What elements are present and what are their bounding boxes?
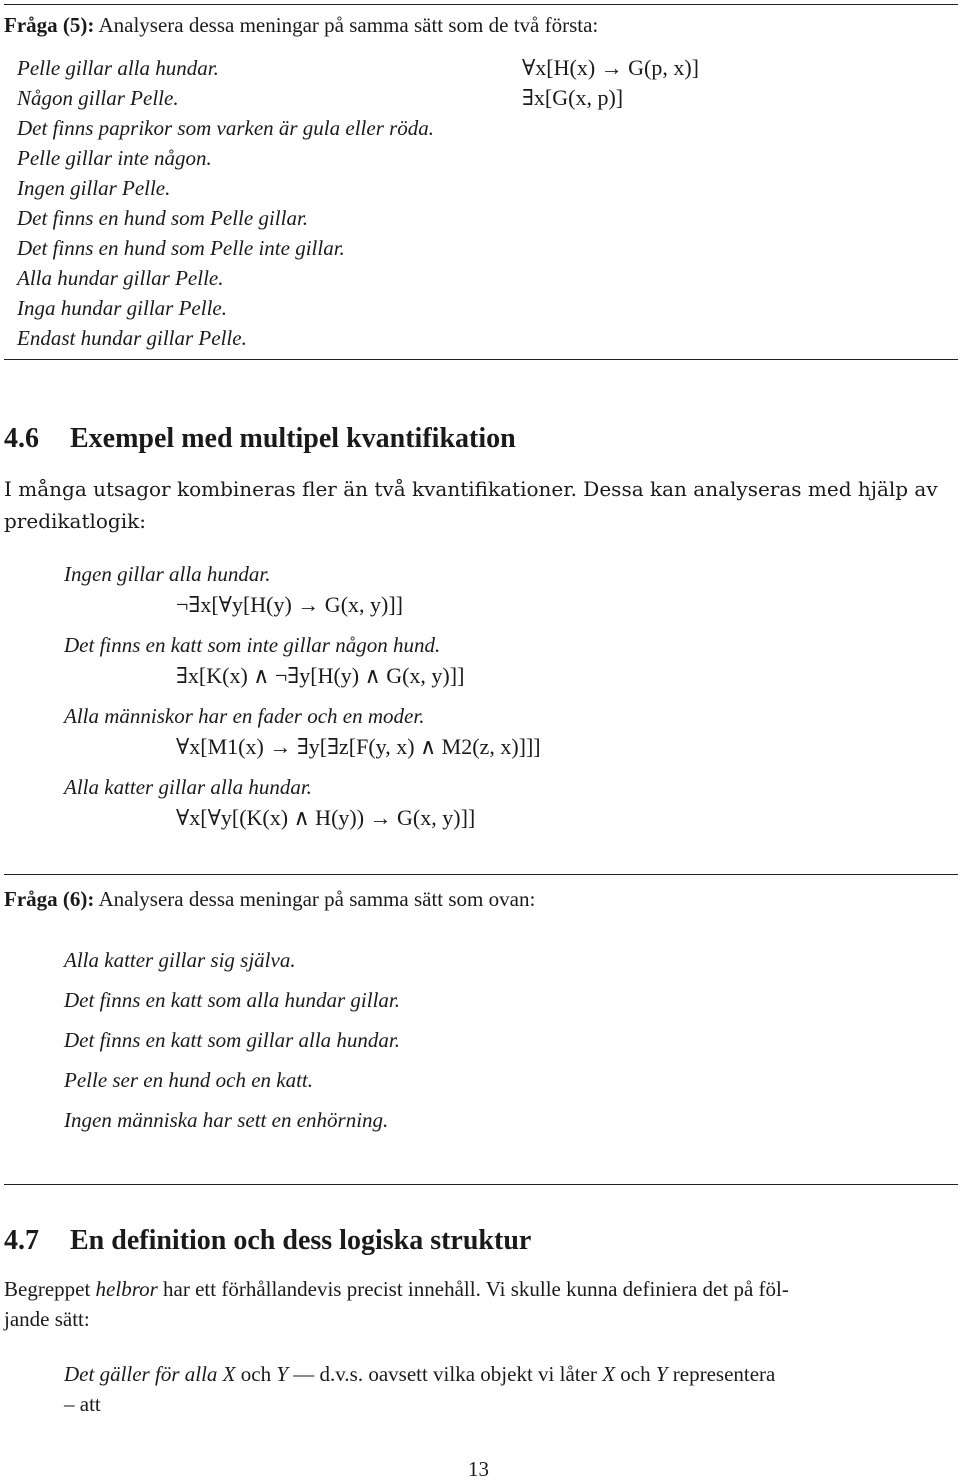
- q5-sentence-1: Pelle gillar alla hundar.: [17, 56, 219, 80]
- question-6-text: Analysera dessa meningar på samma sätt som ovan:: [98, 887, 536, 911]
- example-3-sentence: Alla människor har en fader och en moder.: [64, 704, 425, 728]
- paragraph-text-pre: Begreppet: [4, 1277, 96, 1301]
- q5-formula-1: ∀x[H(x) → G(p, x)]: [522, 55, 700, 80]
- question-6-heading: [4, 887, 535, 912]
- q5-sentence-10: Endast hundar gillar Pelle.: [17, 326, 247, 350]
- definition-line-2: – att: [64, 1392, 101, 1416]
- q5-sentence-6: Det finns en hund som Pelle gillar.: [17, 206, 309, 230]
- section-4-6-intro-line-1: I många utsagor kombineras fler än två kvantifikationer. Dessa kan analyseras med hjälp av: [4, 477, 938, 501]
- example-2-sentence: Det finns en katt som inte gillar någon hund.: [64, 633, 441, 657]
- section-4-6-number: 4.6: [4, 423, 39, 454]
- q5-sentence-2: Någon gillar Pelle.: [17, 86, 179, 110]
- question-5-text: Analysera dessa meningar på samma sätt som de två första:: [98, 13, 599, 37]
- top-rule: [4, 4, 958, 5]
- definition-middle: — d.v.s. oavsett vilka objekt vi låter: [288, 1362, 603, 1386]
- q5-sentence-9: Inga hundar gillar Pelle.: [17, 296, 227, 320]
- q5-sentence-5: Ingen gillar Pelle.: [17, 176, 171, 200]
- example-2-formula: ∃x[K(x) ∧ ¬∃y[H(y) ∧ G(x, y)]]: [176, 663, 465, 688]
- section-4-7-title: En definition och dess logiska struktur: [70, 1225, 532, 1256]
- example-4-formula: ∀x[∀y[(K(x) ∧ H(y)) → G(x, y)]]: [176, 805, 476, 830]
- question-5-label: Fråga (5):: [4, 13, 95, 37]
- paragraph-text-post: har ett förhållandevis precist innehåll. Vi skulle kunna definiera det på föl-: [157, 1277, 789, 1301]
- q6-sentence-5: Ingen människa har sett en enhörning.: [64, 1108, 389, 1132]
- q5-sentence-7: Det finns en hund som Pelle inte gillar.: [17, 236, 345, 260]
- variable-x-2: X: [602, 1362, 616, 1386]
- question-6-label: Fråga (6):: [4, 887, 95, 911]
- q5-sentence-8: Alla hundar gillar Pelle.: [17, 266, 224, 290]
- q5-sentence-3: Det finns paprikor som varken är gula eller röda.: [17, 116, 435, 140]
- definition-och-1: och: [235, 1362, 277, 1386]
- q6-sentence-4: Pelle ser en hund och en katt.: [64, 1068, 314, 1092]
- definition-line-1: [64, 1362, 775, 1387]
- q6-top-rule: [4, 874, 958, 875]
- section-4-7-heading: [4, 1225, 531, 1257]
- term-helbror: helbror: [95, 1277, 158, 1301]
- q5-formula-2: ∃x[G(x, p)]: [522, 85, 624, 110]
- definition-och-2: och: [615, 1362, 656, 1386]
- example-4-sentence: Alla katter gillar alla hundar.: [64, 775, 312, 799]
- q6-bottom-rule: [4, 1184, 958, 1185]
- question-5-heading: [4, 13, 598, 38]
- section-4-7-paragraph-line-1: [4, 1277, 789, 1302]
- example-1-sentence: Ingen gillar alla hundar.: [64, 562, 271, 586]
- q5-sentence-4: Pelle gillar inte någon.: [17, 146, 212, 170]
- definition-end: representera: [667, 1362, 776, 1386]
- page-number: 13: [468, 1457, 489, 1481]
- q6-sentence-2: Det finns en katt som alla hundar gillar.: [64, 988, 400, 1012]
- q5-bottom-rule: [4, 359, 958, 360]
- section-4-6-intro-line-2: predikatlogik:: [4, 509, 146, 533]
- section-4-7-number: 4.7: [4, 1225, 39, 1256]
- variable-y-2: Y: [655, 1362, 668, 1386]
- section-4-7-paragraph-line-2: jande sätt:: [4, 1307, 90, 1331]
- definition-lead: Det gäller för alla X: [64, 1362, 236, 1386]
- example-3-formula: ∀x[M1(x) → ∃y[∃z[F(y, x) ∧ M2(z, x)]]]: [176, 734, 541, 759]
- q6-sentence-1: Alla katter gillar sig själva.: [64, 948, 296, 972]
- q6-sentence-3: Det finns en katt som gillar alla hundar.: [64, 1028, 400, 1052]
- section-4-6-title: Exempel med multipel kvantifikation: [70, 423, 516, 454]
- variable-y-1: Y: [276, 1362, 289, 1386]
- section-4-6-heading: [4, 423, 516, 455]
- example-1-formula: ¬∃x[∀y[H(y) → G(x, y)]]: [176, 592, 404, 617]
